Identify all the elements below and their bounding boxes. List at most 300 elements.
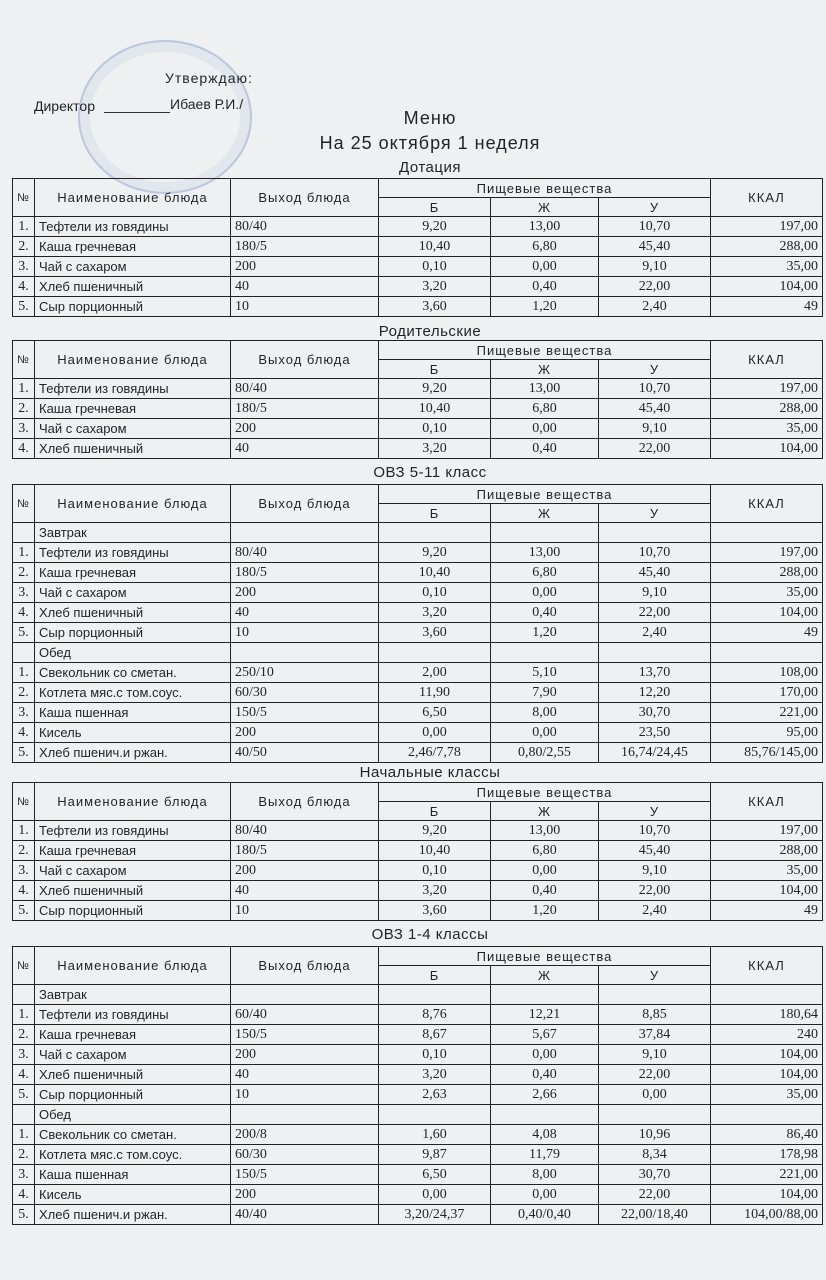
table-cell: Свекольник со сметан. bbox=[35, 663, 231, 683]
table-row bbox=[13, 1105, 823, 1125]
header-b: Б bbox=[379, 966, 491, 985]
table-cell: 0,40 bbox=[491, 881, 599, 901]
table-cell: 197,00 bbox=[711, 217, 823, 237]
header-nutrients: Пищевые вещества bbox=[379, 485, 711, 504]
table-cell: 8,85 bbox=[599, 1005, 711, 1025]
table-cell: Чай с сахаром bbox=[35, 861, 231, 881]
header-row bbox=[13, 783, 823, 802]
header-kcal: ККАЛ bbox=[711, 179, 823, 217]
header-num: № bbox=[13, 947, 35, 985]
table-cell bbox=[711, 985, 823, 1005]
table-cell: 13,00 bbox=[491, 543, 599, 563]
table-cell: 8,00 bbox=[491, 1165, 599, 1185]
table-cell: Обед bbox=[35, 1105, 231, 1125]
header-zh: Ж bbox=[491, 504, 599, 523]
header-dish: Наименование блюда bbox=[35, 485, 231, 523]
table-cell bbox=[491, 1105, 599, 1125]
table-row bbox=[13, 1025, 823, 1045]
table-cell: 3,20 bbox=[379, 881, 491, 901]
table-cell: Каша гречневая bbox=[35, 841, 231, 861]
table-cell: 9,10 bbox=[599, 419, 711, 439]
page-subtitle: На 25 октября 1 неделя bbox=[319, 133, 541, 153]
header-yield: Выход блюда bbox=[231, 783, 379, 821]
table-cell: 8,76 bbox=[379, 1005, 491, 1025]
table-cell: 1,20 bbox=[491, 623, 599, 643]
table-cell: 10,40 bbox=[379, 237, 491, 257]
table-cell: 1. bbox=[13, 379, 35, 399]
table-cell: 104,00 bbox=[711, 1045, 823, 1065]
table-cell: 2. bbox=[13, 683, 35, 703]
header-dish: Наименование блюда bbox=[35, 947, 231, 985]
table-cell: 3,60 bbox=[379, 297, 491, 317]
table-cell: 30,70 bbox=[599, 703, 711, 723]
table-cell: 200 bbox=[231, 723, 379, 743]
table-cell: 13,00 bbox=[491, 821, 599, 841]
header-row bbox=[13, 341, 823, 360]
table-cell: 10,40 bbox=[379, 399, 491, 419]
table-cell: 2,40 bbox=[599, 297, 711, 317]
table-cell: 2,63 bbox=[379, 1085, 491, 1105]
table-cell bbox=[599, 643, 711, 663]
table-cell bbox=[599, 985, 711, 1005]
table-cell: 35,00 bbox=[711, 1085, 823, 1105]
table-cell: 86,40 bbox=[711, 1125, 823, 1145]
table-cell: 0,80/2,55 bbox=[491, 743, 599, 763]
header-kcal: ККАЛ bbox=[711, 947, 823, 985]
table-cell: 10,70 bbox=[599, 217, 711, 237]
table-cell: 3. bbox=[13, 703, 35, 723]
table-cell: 45,40 bbox=[599, 399, 711, 419]
table-cell: Свекольник со сметан. bbox=[35, 1125, 231, 1145]
table-cell: 3. bbox=[13, 257, 35, 277]
table-cell: 150/5 bbox=[231, 1025, 379, 1045]
table-cell: Тефтели из говядины bbox=[35, 821, 231, 841]
section-title: Дотация bbox=[399, 159, 461, 176]
header-dish: Наименование блюда bbox=[35, 341, 231, 379]
table-cell: 288,00 bbox=[711, 399, 823, 419]
table-cell: 13,00 bbox=[491, 379, 599, 399]
header-u: У bbox=[599, 198, 711, 217]
table-cell bbox=[379, 1105, 491, 1125]
page-title: Меню bbox=[403, 108, 457, 128]
table-cell: 12,20 bbox=[599, 683, 711, 703]
table-cell: 6,50 bbox=[379, 1165, 491, 1185]
table-cell bbox=[13, 1105, 35, 1125]
table-cell: 3. bbox=[13, 583, 35, 603]
table-cell: Завтрак bbox=[35, 523, 231, 543]
table-cell bbox=[711, 523, 823, 543]
header-kcal: ККАЛ bbox=[711, 341, 823, 379]
table-cell: 7,90 bbox=[491, 683, 599, 703]
table-row bbox=[13, 985, 823, 1005]
table-cell: 5,10 bbox=[491, 663, 599, 683]
table-cell: 10,70 bbox=[599, 543, 711, 563]
table-cell: 22,00 bbox=[599, 881, 711, 901]
table-cell: 22,00 bbox=[599, 1185, 711, 1205]
table-cell: 10 bbox=[231, 623, 379, 643]
table-cell: 40 bbox=[231, 603, 379, 623]
table-cell: 80/40 bbox=[231, 217, 379, 237]
table-cell: 2,66 bbox=[491, 1085, 599, 1105]
table-cell: 150/5 bbox=[231, 703, 379, 723]
table-cell: Тефтели из говядины bbox=[35, 1005, 231, 1025]
table-cell: 2,00 bbox=[379, 663, 491, 683]
table-cell: 200 bbox=[231, 861, 379, 881]
table-cell: 6,80 bbox=[491, 841, 599, 861]
header-num: № bbox=[13, 783, 35, 821]
table-cell: Тефтели из говядины bbox=[35, 543, 231, 563]
table-row bbox=[13, 743, 823, 763]
table-cell: 9,20 bbox=[379, 821, 491, 841]
table-row bbox=[13, 1005, 823, 1025]
table-cell bbox=[13, 985, 35, 1005]
table-cell: 40/40 bbox=[231, 1205, 379, 1225]
table-cell: Кисель bbox=[35, 1185, 231, 1205]
table-cell: 5,67 bbox=[491, 1025, 599, 1045]
header-row bbox=[13, 485, 823, 504]
table-cell: 13,70 bbox=[599, 663, 711, 683]
header-num: № bbox=[13, 341, 35, 379]
table-cell: Чай с сахаром bbox=[35, 1045, 231, 1065]
table-cell: 108,00 bbox=[711, 663, 823, 683]
header-kcal: ККАЛ bbox=[711, 485, 823, 523]
header-nutrients: Пищевые вещества bbox=[379, 783, 711, 802]
table-cell: 180/5 bbox=[231, 399, 379, 419]
table-cell: Обед bbox=[35, 643, 231, 663]
table-cell: 10,96 bbox=[599, 1125, 711, 1145]
header-dish: Наименование блюда bbox=[35, 783, 231, 821]
table-row bbox=[13, 1065, 823, 1085]
table-cell: 197,00 bbox=[711, 543, 823, 563]
table-cell: 80/40 bbox=[231, 543, 379, 563]
table-cell: 2,40 bbox=[599, 623, 711, 643]
table-cell: Хлеб пшеничный bbox=[35, 439, 231, 459]
table-cell: Хлеб пшенич.и ржан. bbox=[35, 1205, 231, 1225]
table-cell: 35,00 bbox=[711, 861, 823, 881]
table-cell: 85,76/145,00 bbox=[711, 743, 823, 763]
header-b: Б bbox=[379, 360, 491, 379]
table-row bbox=[13, 901, 823, 921]
table-cell: 10,40 bbox=[379, 563, 491, 583]
table-cell: 6,80 bbox=[491, 563, 599, 583]
header-nutrients: Пищевые вещества bbox=[379, 179, 711, 198]
header-zh: Ж bbox=[491, 966, 599, 985]
table-cell: 40/50 bbox=[231, 743, 379, 763]
table-cell: 0,10 bbox=[379, 861, 491, 881]
table-cell: 40 bbox=[231, 439, 379, 459]
table-cell: 37,84 bbox=[599, 1025, 711, 1045]
table-cell: 1. bbox=[13, 1125, 35, 1145]
table-cell: Хлеб пшеничный bbox=[35, 1065, 231, 1085]
table-cell: 95,00 bbox=[711, 723, 823, 743]
table-cell: 104,00 bbox=[711, 1185, 823, 1205]
section-title: ОВЗ 1-4 классы bbox=[371, 926, 489, 943]
table-cell: Чай с сахаром bbox=[35, 583, 231, 603]
table-cell: 5. bbox=[13, 297, 35, 317]
table-cell: 1. bbox=[13, 663, 35, 683]
table-cell: 6,80 bbox=[491, 237, 599, 257]
table-cell: 0,00 bbox=[599, 1085, 711, 1105]
director-label: Директор bbox=[34, 98, 95, 114]
table-row bbox=[13, 297, 823, 317]
table-row bbox=[13, 1125, 823, 1145]
table-cell: 170,00 bbox=[711, 683, 823, 703]
table-cell: 180/5 bbox=[231, 563, 379, 583]
table-cell bbox=[231, 1105, 379, 1125]
header-nutrients: Пищевые вещества bbox=[379, 341, 711, 360]
table-cell: 9,10 bbox=[599, 257, 711, 277]
table-cell: 180,64 bbox=[711, 1005, 823, 1025]
approval-label: Утверждаю: bbox=[165, 70, 253, 86]
table-cell: 30,70 bbox=[599, 1165, 711, 1185]
table-cell: 40 bbox=[231, 881, 379, 901]
table-cell: 178,98 bbox=[711, 1145, 823, 1165]
table-cell bbox=[231, 523, 379, 543]
table-cell bbox=[379, 985, 491, 1005]
table-cell: 221,00 bbox=[711, 703, 823, 723]
table-cell: 200 bbox=[231, 1045, 379, 1065]
table-cell: 5. bbox=[13, 901, 35, 921]
table-cell: 1,20 bbox=[491, 901, 599, 921]
table-cell: 3,20/24,37 bbox=[379, 1205, 491, 1225]
table-cell: 0,10 bbox=[379, 419, 491, 439]
table-cell: 3. bbox=[13, 861, 35, 881]
table-cell: 4. bbox=[13, 723, 35, 743]
table-cell: 3,20 bbox=[379, 1065, 491, 1085]
table-cell: 13,00 bbox=[491, 217, 599, 237]
table-cell: 22,00 bbox=[599, 439, 711, 459]
table-cell: Котлета мяс.с том.соус. bbox=[35, 683, 231, 703]
table-cell bbox=[491, 643, 599, 663]
table-cell: Сыр порционный bbox=[35, 1085, 231, 1105]
table-cell: Каша гречневая bbox=[35, 563, 231, 583]
table-cell: 23,50 bbox=[599, 723, 711, 743]
header-nutrients: Пищевые вещества bbox=[379, 947, 711, 966]
table-cell: 0,00 bbox=[491, 1045, 599, 1065]
table-cell: 10,40 bbox=[379, 841, 491, 861]
table-row bbox=[13, 1205, 823, 1225]
table-cell: 2. bbox=[13, 841, 35, 861]
table-cell: 0,00 bbox=[491, 583, 599, 603]
table-cell bbox=[13, 643, 35, 663]
table-cell bbox=[379, 643, 491, 663]
table-cell: 80/40 bbox=[231, 821, 379, 841]
table-cell: 9,20 bbox=[379, 379, 491, 399]
table-cell: 0,00 bbox=[491, 861, 599, 881]
table-cell: 104,00 bbox=[711, 439, 823, 459]
table-cell: 60/30 bbox=[231, 1145, 379, 1165]
table-cell: Котлета мяс.с том.соус. bbox=[35, 1145, 231, 1165]
header-num: № bbox=[13, 485, 35, 523]
table-cell bbox=[231, 985, 379, 1005]
table-cell: 5. bbox=[13, 743, 35, 763]
table-row bbox=[13, 399, 823, 419]
table-cell: 200 bbox=[231, 583, 379, 603]
table-cell: 12,21 bbox=[491, 1005, 599, 1025]
table-row bbox=[13, 237, 823, 257]
table-cell: Хлеб пшеничный bbox=[35, 277, 231, 297]
table-cell: Чай с сахаром bbox=[35, 257, 231, 277]
table-cell: 200 bbox=[231, 257, 379, 277]
table-cell: 1. bbox=[13, 543, 35, 563]
table-cell: 4. bbox=[13, 1185, 35, 1205]
table-cell bbox=[379, 523, 491, 543]
table-cell: 35,00 bbox=[711, 419, 823, 439]
table-cell: 10 bbox=[231, 1085, 379, 1105]
table-cell: 1. bbox=[13, 1005, 35, 1025]
table-cell: 0,40 bbox=[491, 1065, 599, 1085]
table-row bbox=[13, 603, 823, 623]
header-zh: Ж bbox=[491, 360, 599, 379]
table-cell bbox=[491, 985, 599, 1005]
table-cell: 11,90 bbox=[379, 683, 491, 703]
table-cell: 10,70 bbox=[599, 379, 711, 399]
table-cell: 2. bbox=[13, 1145, 35, 1165]
table-cell: 2. bbox=[13, 563, 35, 583]
table-cell: 40 bbox=[231, 1065, 379, 1085]
menu-table bbox=[12, 340, 823, 459]
header-row bbox=[13, 179, 823, 198]
table-cell: Каша пшенная bbox=[35, 703, 231, 723]
table-cell: 80/40 bbox=[231, 379, 379, 399]
table-cell: 197,00 bbox=[711, 821, 823, 841]
header-u: У bbox=[599, 360, 711, 379]
table-cell: 22,00 bbox=[599, 277, 711, 297]
table-cell: 200/8 bbox=[231, 1125, 379, 1145]
table-cell: 180/5 bbox=[231, 237, 379, 257]
table-cell: 45,40 bbox=[599, 563, 711, 583]
table-row bbox=[13, 1165, 823, 1185]
header-row bbox=[13, 947, 823, 966]
table-cell: 9,87 bbox=[379, 1145, 491, 1165]
menu-table bbox=[12, 782, 823, 921]
table-cell: 3. bbox=[13, 1165, 35, 1185]
table-cell bbox=[711, 643, 823, 663]
table-cell: 35,00 bbox=[711, 257, 823, 277]
table-cell: 0,40/0,40 bbox=[491, 1205, 599, 1225]
table-cell: 22,00 bbox=[599, 1065, 711, 1085]
table-cell: 104,00 bbox=[711, 881, 823, 901]
table-cell: 1. bbox=[13, 217, 35, 237]
header-kcal: ККАЛ bbox=[711, 783, 823, 821]
table-cell: Завтрак bbox=[35, 985, 231, 1005]
table-cell: 10,70 bbox=[599, 821, 711, 841]
table-cell: 0,00 bbox=[491, 723, 599, 743]
table-cell: Сыр порционный bbox=[35, 297, 231, 317]
header-dish: Наименование блюда bbox=[35, 179, 231, 217]
table-cell: 4. bbox=[13, 881, 35, 901]
table-cell: 1,60 bbox=[379, 1125, 491, 1145]
header-b: Б bbox=[379, 802, 491, 821]
table-cell: 45,40 bbox=[599, 237, 711, 257]
table-cell: 0,40 bbox=[491, 603, 599, 623]
header-yield: Выход блюда bbox=[231, 947, 379, 985]
table-cell bbox=[599, 1105, 711, 1125]
table-row bbox=[13, 1185, 823, 1205]
table-cell: 288,00 bbox=[711, 237, 823, 257]
header-zh: Ж bbox=[491, 802, 599, 821]
header-b: Б bbox=[379, 198, 491, 217]
table-cell: 0,00 bbox=[379, 1185, 491, 1205]
header-yield: Выход блюда bbox=[231, 341, 379, 379]
table-cell: 8,00 bbox=[491, 703, 599, 723]
table-cell: 45,40 bbox=[599, 841, 711, 861]
table-cell: 104,00/88,00 bbox=[711, 1205, 823, 1225]
table-cell: 0,00 bbox=[379, 723, 491, 743]
table-cell: 4. bbox=[13, 277, 35, 297]
table-cell: Хлеб пшеничный bbox=[35, 603, 231, 623]
table-row bbox=[13, 563, 823, 583]
table-cell: 16,74/24,45 bbox=[599, 743, 711, 763]
table-row bbox=[13, 277, 823, 297]
table-cell: 1,20 bbox=[491, 297, 599, 317]
table-cell bbox=[13, 523, 35, 543]
menu-table bbox=[12, 946, 823, 1225]
table-cell: 49 bbox=[711, 623, 823, 643]
table-row bbox=[13, 1045, 823, 1065]
table-cell: 0,10 bbox=[379, 1045, 491, 1065]
table-cell: 49 bbox=[711, 901, 823, 921]
table-cell: 10 bbox=[231, 297, 379, 317]
table-cell: 3,60 bbox=[379, 901, 491, 921]
table-cell: 0,00 bbox=[491, 419, 599, 439]
table-cell: Каша гречневая bbox=[35, 399, 231, 419]
table-cell: Каша гречневая bbox=[35, 237, 231, 257]
table-cell: 9,10 bbox=[599, 861, 711, 881]
table-row bbox=[13, 419, 823, 439]
section-title: Родительские bbox=[378, 323, 482, 340]
table-cell: 4. bbox=[13, 1065, 35, 1085]
table-row bbox=[13, 1145, 823, 1165]
header-yield: Выход блюда bbox=[231, 485, 379, 523]
table-cell: 40 bbox=[231, 277, 379, 297]
table-cell: 2. bbox=[13, 1025, 35, 1045]
table-cell: 180/5 bbox=[231, 841, 379, 861]
table-row bbox=[13, 523, 823, 543]
table-cell: 35,00 bbox=[711, 583, 823, 603]
table-cell: 104,00 bbox=[711, 1065, 823, 1085]
table-cell: 6,50 bbox=[379, 703, 491, 723]
menu-table bbox=[12, 484, 823, 763]
table-row bbox=[13, 703, 823, 723]
table-cell: 0,00 bbox=[491, 257, 599, 277]
table-row bbox=[13, 379, 823, 399]
table-cell: 3,20 bbox=[379, 603, 491, 623]
table-row bbox=[13, 821, 823, 841]
table-cell: 197,00 bbox=[711, 379, 823, 399]
menu-table bbox=[12, 178, 823, 317]
table-row bbox=[13, 623, 823, 643]
director-name: Ибаев Р.И./ bbox=[170, 96, 244, 112]
table-row bbox=[13, 1085, 823, 1105]
table-cell: 9,20 bbox=[379, 543, 491, 563]
table-cell: 4,08 bbox=[491, 1125, 599, 1145]
table-cell: 0,10 bbox=[379, 583, 491, 603]
table-cell: 288,00 bbox=[711, 563, 823, 583]
table-cell: 5. bbox=[13, 1205, 35, 1225]
table-cell: 3,20 bbox=[379, 439, 491, 459]
table-cell: 9,20 bbox=[379, 217, 491, 237]
table-row bbox=[13, 217, 823, 237]
header-num: № bbox=[13, 179, 35, 217]
table-row bbox=[13, 643, 823, 663]
table-cell: 8,34 bbox=[599, 1145, 711, 1165]
table-cell: 6,80 bbox=[491, 399, 599, 419]
table-cell: 0,00 bbox=[491, 1185, 599, 1205]
table-cell: Чай с сахаром bbox=[35, 419, 231, 439]
table-row bbox=[13, 583, 823, 603]
table-cell: Тефтели из говядины bbox=[35, 379, 231, 399]
